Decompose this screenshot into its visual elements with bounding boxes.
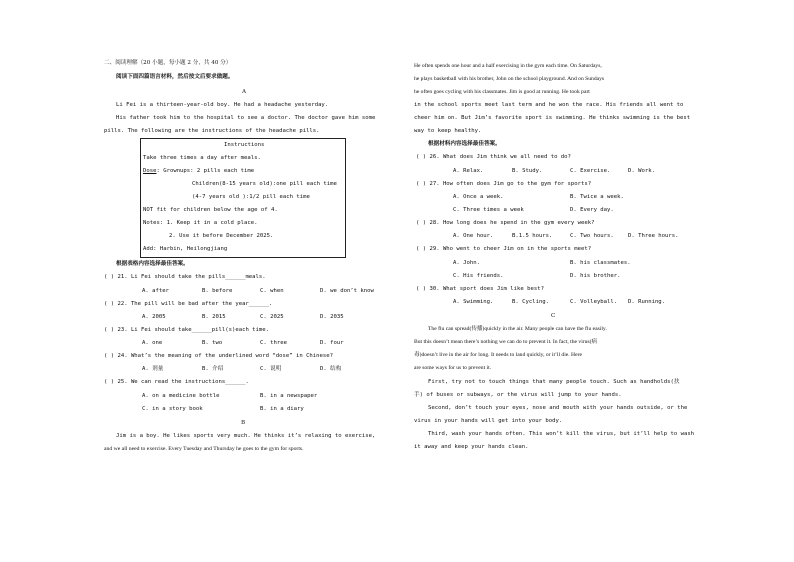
answer-option: B. before — [202, 288, 233, 294]
answer-option: D. Three hours. — [628, 233, 679, 239]
passage-c-text: First, try not to touch things that many people touch. Such as handholds(扶 — [428, 379, 680, 385]
passage-c-text: 手) of buses or subways, or the virus will jump to your hands. — [414, 392, 622, 398]
answer-option: A. one — [142, 340, 163, 346]
answer-option: C. Exercise. — [570, 168, 611, 174]
passage-a-text: Li Fei is a thirteen-year-old boy. He had a headache yesterday. — [116, 102, 329, 108]
question-stem: ( ) 21. Li Fei should take the pills______meals. — [104, 274, 266, 280]
answer-option: B. Study. — [512, 168, 543, 174]
passage-b-text: way to keep healthy. — [414, 128, 482, 134]
answer-option: A. 剂量 — [142, 366, 164, 372]
answer-option: C. Three times a week — [453, 207, 524, 213]
answer-option: A. Swimming. — [453, 299, 494, 305]
passage-c-text: Second, don’t touch your eyes, nose and mouth with your hands outside, or the — [428, 405, 688, 411]
answer-option: B. 2015 — [202, 314, 226, 320]
answer-option: C. His friends. — [453, 273, 504, 279]
answer-option: D. 2035 — [320, 314, 344, 320]
answer-option: B. 介绍 — [202, 366, 224, 372]
passage-b-label: B — [241, 420, 246, 426]
passage-b-text: cheer him on. But Jim’s favorite sport is swimming. He thinks swimming is the best — [414, 115, 691, 121]
answer-option: A. Once a week. — [453, 194, 504, 200]
passage-b-text: in the school sports meet last term and he won the race. His friends all went to — [414, 102, 684, 108]
question-stem: ( ) 27. How often does Jim go to the gym for sports? — [416, 181, 592, 187]
answer-option: A. on a medicine bottle — [142, 393, 220, 399]
instructions-line: Add: Harbin, Heilongjiang — [143, 246, 228, 252]
instructions-line: Take three times a day after meals. — [143, 155, 261, 161]
answer-option: A. One hour. — [453, 233, 494, 239]
instructions-line: Children(8-15 years old):one pill each time — [192, 181, 337, 187]
instructions-line: Dose: Grownups: 2 pills each time — [143, 168, 255, 174]
question-instruction: 根据材料内容选择最佳答案。 — [428, 141, 501, 147]
answer-option: C. 说明 — [260, 366, 282, 372]
passage-a-label: A — [242, 89, 247, 95]
section-heading: 二、阅读理解（20 小题，每小题 2 分，共 40 分） — [104, 60, 232, 66]
answer-option: C. when — [260, 288, 284, 294]
question-instruction: 根据表格内容选择最佳答案。 — [116, 261, 189, 267]
answer-option: D. 结构 — [320, 366, 342, 372]
answer-option: B. his classmates. — [570, 260, 631, 266]
instructions-line: 2. Use it before December 2025. — [169, 233, 274, 239]
answer-option: B. in a newspaper — [260, 393, 318, 399]
answer-option: A. Relax. — [453, 168, 484, 174]
passage-c-text: are some ways for us to prevent it. — [414, 365, 492, 371]
answer-option: D. Running. — [628, 299, 666, 305]
answer-option: C. Two hours. — [570, 233, 614, 239]
passage-b-text: he often goes cycling with his classmates. Jim is good at running. He took part — [414, 89, 590, 95]
passage-c-text: it away and keep your hands clean. — [414, 444, 529, 450]
question-stem: ( ) 30. What sport does Jim like best? — [416, 286, 544, 292]
question-stem: ( ) 23. Li Fei should take______pill(s)each time. — [104, 327, 270, 333]
passage-c-text: The flu can spread(传播)quickly in the air. Many people can have the flu easily. — [428, 326, 607, 332]
answer-option: D. four — [320, 340, 344, 346]
answer-option: D. his brother. — [570, 273, 621, 279]
answer-option: A. John. — [453, 260, 480, 266]
answer-option: D. we don’t know — [320, 288, 374, 294]
passage-a-text: pills. The following are the instructions of the headache pills. — [104, 128, 320, 134]
answer-option: A. after — [142, 288, 169, 294]
passage-b-text: and we all need to exercise. Every Tuesday and Thursday he goes to the gym for sports. — [104, 446, 304, 452]
question-stem: ( ) 26. What does Jim think we all need to do? — [416, 154, 571, 160]
answer-option: B.1.5 hours. — [512, 233, 553, 239]
answer-option: B. Twice a week. — [570, 194, 624, 200]
question-stem: ( ) 22. The pill will be bad after the year______. — [104, 301, 273, 307]
passage-b-text: Jim is a boy. He likes sports very much. He thinks it’s relaxing to exercise, — [116, 433, 376, 439]
passage-b-text: he plays basketball with his brother, John on the school playground. And on Sundays — [414, 76, 605, 82]
instructions-title: Instructions — [224, 142, 265, 148]
answer-option: B. two — [202, 340, 223, 346]
dose-word: Dose — [143, 168, 157, 174]
answer-option: B. Cycling. — [512, 299, 550, 305]
answer-option: C. Volleyball. — [570, 299, 618, 305]
answer-option: D. Work. — [628, 168, 655, 174]
passage-a-text: His father took him to the hospital to see a doctor. The doctor gave him some — [116, 115, 376, 121]
passage-c-text: 毒)doesn’t live in the air for long. It needs to land quickly, or it’ll die. Here — [414, 352, 582, 358]
passage-c-label: C — [551, 313, 556, 319]
passage-b-text: He often spends one hour and a half exercising in the gym each time. On Saturdays, — [414, 63, 602, 69]
question-stem: ( ) 25. We can read the instructions______. — [104, 379, 249, 385]
reading-instruction: 阅读下面四篇语言材料，然后按文后要求做题。 — [116, 74, 234, 80]
answer-option: A. 2005 — [142, 314, 166, 320]
answer-option: D. Every day. — [570, 207, 614, 213]
instructions-line: Notes: 1. Keep it in a cold place. — [143, 220, 258, 226]
answer-option: C. 2025 — [260, 314, 284, 320]
question-stem: ( ) 24. What’s the meaning of the underlined word “dose” in Chinese? — [104, 353, 334, 359]
passage-c-text: Third, wash your hands often. This won’t kill the virus, but it’ll help to wash — [428, 431, 695, 437]
instructions-line: (4-7 years old ):1/2 pill each time — [192, 194, 310, 200]
question-stem: ( ) 28. How long does he spend in the gym every week? — [416, 220, 595, 226]
passage-c-text: virus in your hands will get into your body. — [414, 418, 563, 424]
answer-option: B. in a diary — [260, 406, 304, 412]
instructions-line: NOT fit for children below the age of 4. — [143, 207, 278, 213]
answer-option: C. in a story book — [142, 406, 203, 412]
question-stem: ( ) 29. Who went to cheer Jim on in the sports meet? — [416, 246, 592, 252]
passage-c-text: But this doesn’t mean there’s nothing we can do to prevent it. In fact, the virus(病 — [414, 339, 598, 345]
answer-option: C. three — [260, 340, 287, 346]
